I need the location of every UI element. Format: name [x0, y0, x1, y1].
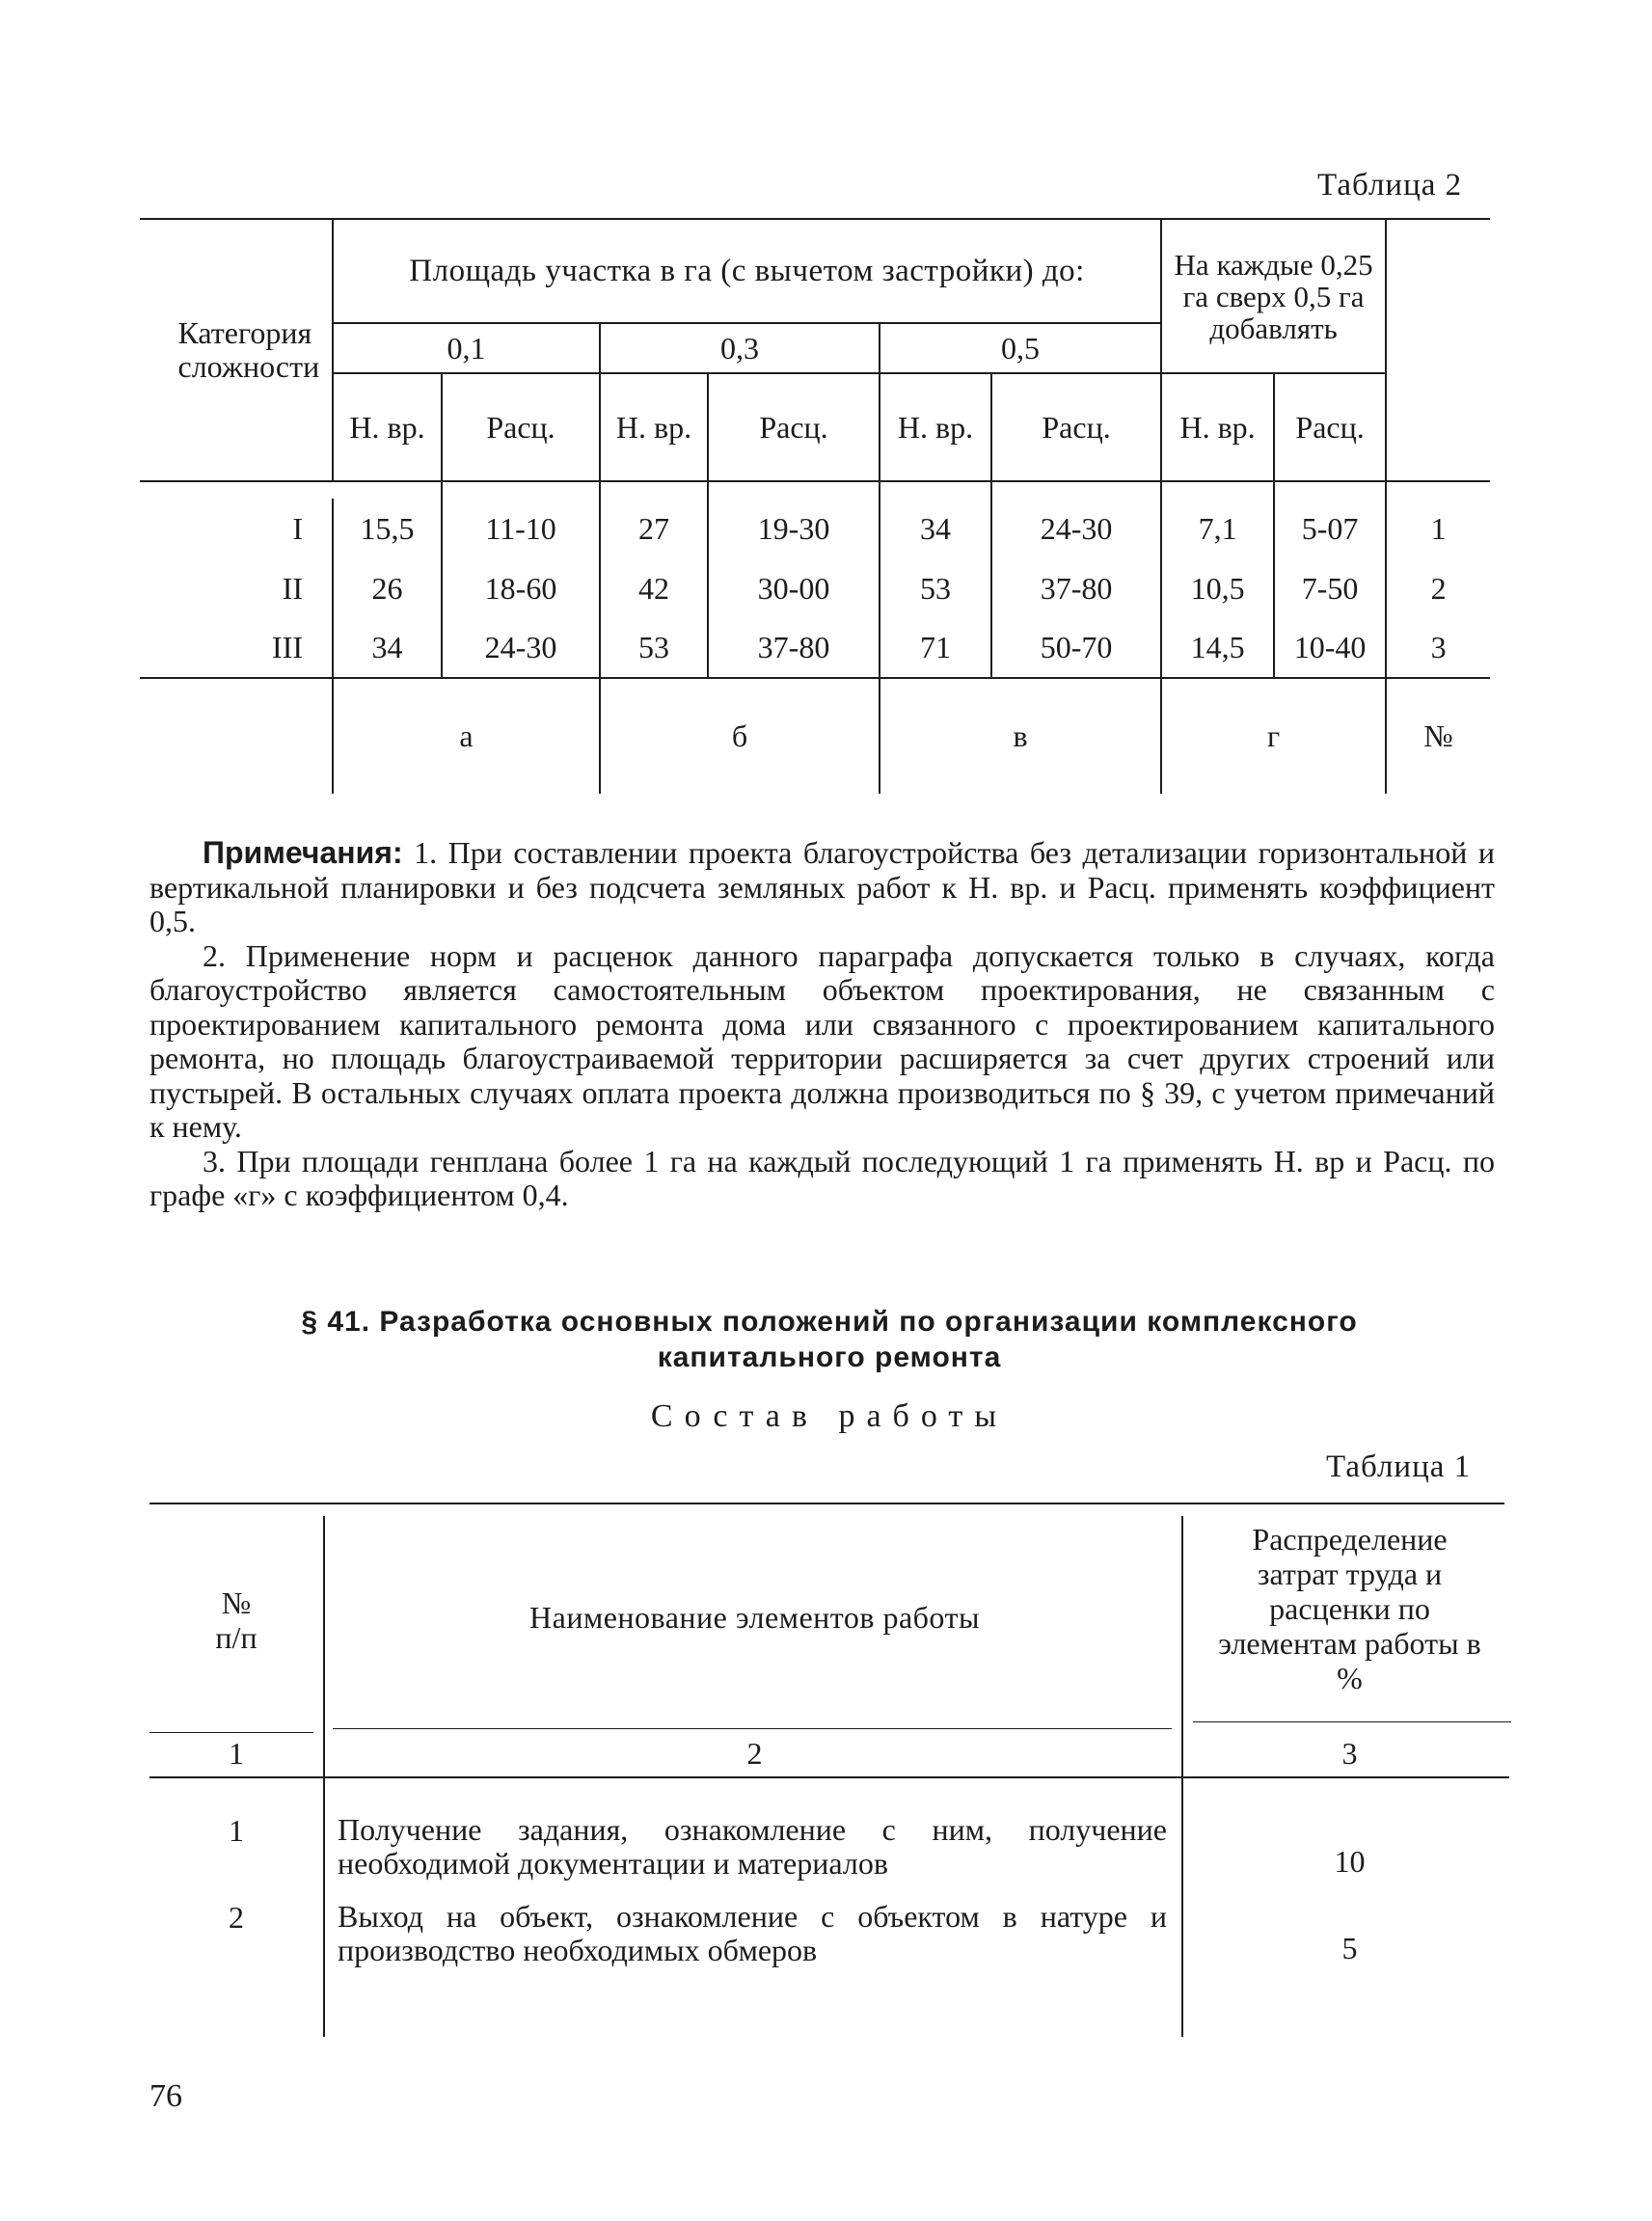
cell: 5-07: [1274, 499, 1386, 558]
table1-row-num: 2: [229, 1900, 244, 1935]
cell: 7-50: [1274, 558, 1386, 618]
cell: 15,5: [333, 499, 442, 558]
col-nvr: Н. вр.: [1161, 373, 1274, 481]
table-row: [140, 618, 1490, 678]
area-0-1: 0,1: [333, 323, 600, 373]
col-nvr: Н. вр.: [333, 373, 442, 481]
cell: 24-30: [991, 499, 1161, 558]
notes-title: Примечания:: [203, 835, 403, 870]
table1-row-text: Получение задания, ознакомление с ним, получение необходимой документации и материалов: [338, 1812, 1167, 1881]
note-2: 2. Применение норм и расценок данного параграфа допускается только в случаях, когда благоустройство является самостоятельным объектом проектирования, не связанным с проектированием капитального ремонта дома или связанного с проектированием капитального ремонта, но площадь благоустраиваемой территории расширяется за счет других строений или пустырей. В остальных случаях оплата проекта должна производиться по § 39, с учетом примечаний к нему.: [149, 937, 1495, 1144]
col-rasc: Расц.: [1274, 373, 1386, 481]
table2: [140, 218, 1490, 794]
col-rasc: Расц.: [442, 373, 600, 481]
cell: 18-60: [442, 558, 600, 618]
table2-caption: Таблица 2: [1317, 168, 1463, 203]
cell: 71: [880, 618, 991, 678]
cell: 37-80: [991, 558, 1161, 618]
notes-block: [149, 836, 1495, 1213]
row-category: I: [140, 499, 333, 558]
cell: 26: [333, 558, 442, 618]
col-rasc: Расц.: [991, 373, 1161, 481]
col-rasc: Расц.: [708, 373, 880, 481]
row-category: III: [140, 618, 333, 678]
area-0-5: 0,5: [880, 323, 1161, 373]
note-1: [149, 836, 1495, 939]
cell: 34: [333, 618, 442, 678]
row-number: 1: [1430, 510, 1447, 546]
cell: 14,5: [1161, 618, 1274, 678]
row-number: 3: [1386, 618, 1490, 678]
cell: 37-80: [708, 618, 880, 678]
cell: 11-10: [442, 499, 600, 558]
cell: 50-70: [991, 618, 1161, 678]
graph-label-a: а: [333, 678, 600, 794]
table-row: [140, 558, 1490, 618]
row-category: II: [140, 558, 333, 618]
col-nvr: Н. вр.: [600, 373, 708, 481]
cell: 53: [600, 618, 708, 678]
row-number: 2: [1430, 570, 1447, 606]
graph-label-v: в: [880, 678, 1161, 794]
table1-header-distribution: Распределение затрат труда и расценки по элементам работы в %: [1218, 1522, 1481, 1695]
table1-row-text: Выход на объект, ознакомление с объектом в натуре и производство необходимых обмеров: [338, 1899, 1167, 1967]
cell: 42: [600, 558, 708, 618]
table1-colnum-1: 1: [229, 1736, 244, 1771]
cell: 10-40: [1274, 618, 1386, 678]
table1-row-pct: 5: [1341, 1931, 1358, 1965]
section-title: § 41. Разработка основных положений по организации комплексного капитального ремонта: [301, 1306, 1358, 1373]
cell: 7,1: [1161, 499, 1274, 558]
cell: 19-30: [708, 499, 880, 558]
table1-header-num: № п/п: [215, 1585, 257, 1655]
table1-colnum-2: 2: [746, 1736, 763, 1771]
col-nvr: Н. вр.: [880, 373, 991, 481]
table2-empty-header: [1386, 219, 1490, 481]
cell: 10,5: [1161, 558, 1274, 618]
cell: 27: [600, 499, 708, 558]
graph-label-g: г: [1161, 678, 1386, 794]
table1-header-name: Наименование элементов работы: [529, 1600, 980, 1635]
graph-label-b: б: [600, 678, 880, 794]
table1-row-num: 1: [229, 1813, 244, 1848]
page-number: 76: [149, 2078, 182, 2114]
section-subtitle: Состав работы: [650, 1398, 1009, 1434]
cell: 34: [880, 499, 991, 558]
cell: 53: [880, 558, 991, 618]
table2-category-header: Категория сложности: [140, 219, 333, 481]
note-1-text: 1. При составлении проекта благоустройства без детализации горизонтальной и вертикальной планировки и без подсчета земляных работ к Н. вр. и Расц. применять коэффициент 0,5.: [149, 835, 1496, 938]
table1-colnum-3: 3: [1341, 1736, 1358, 1771]
graph-label-num: №: [1423, 718, 1453, 753]
table2-extra-header: На каждые 0,25 га сверх 0,5 га добавлять: [1161, 219, 1386, 373]
table1-caption: Таблица 1: [1326, 1449, 1472, 1484]
table2-area-header: Площадь участка в га (с вычетом застройки) до:: [333, 219, 1161, 323]
graph-labels-row: [140, 678, 1490, 794]
cell: 24-30: [442, 618, 600, 678]
table1-row-pct: 10: [1334, 1844, 1366, 1879]
cell: 30-00: [708, 558, 880, 618]
note-3: 3. При площади генплана более 1 га на каждый последующий 1 га применять Н. вр и Расц. по графе «г» с коэффициентом 0,4.: [149, 1143, 1495, 1212]
area-0-3: 0,3: [600, 323, 880, 373]
table-row: [140, 499, 1490, 558]
